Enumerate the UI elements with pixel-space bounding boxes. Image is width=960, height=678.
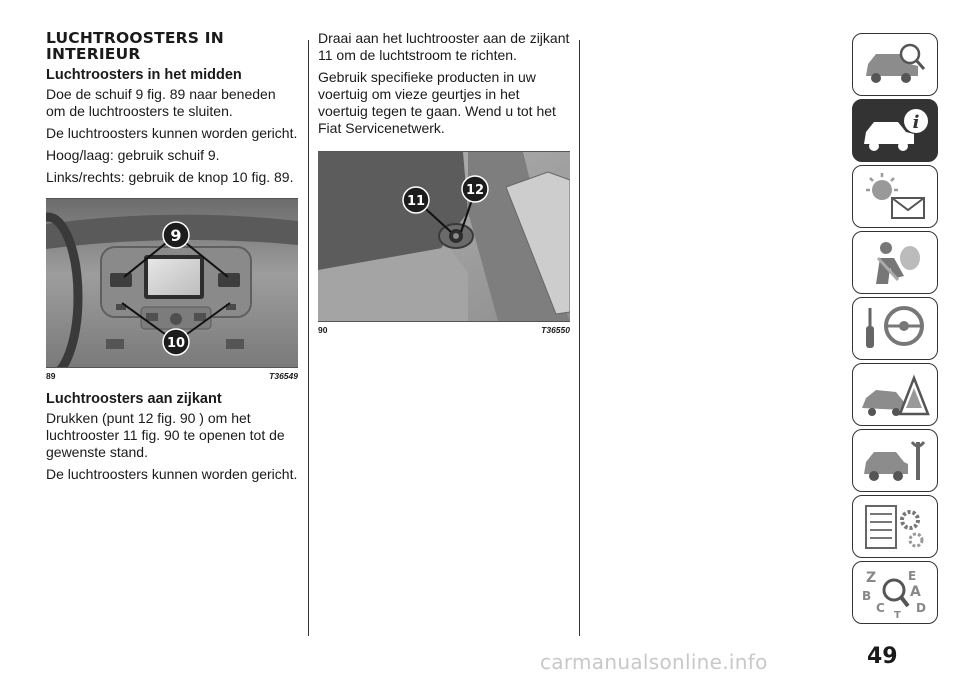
column-divider bbox=[579, 40, 580, 636]
tab-technical-data[interactable] bbox=[852, 495, 938, 558]
index-letter-b: B bbox=[862, 588, 872, 603]
figure-caption bbox=[318, 322, 570, 335]
paragraph-odour-products: Gebruik specifieke producten in uw voertuig om vieze geurtjes in het voertuig tegen te gaan. Wend u tot het Fiat Servicenetwerk. bbox=[318, 69, 556, 136]
callout-11: 11 bbox=[406, 194, 426, 209]
paragraph-adjustable-2: De luchtroosters kunnen worden gericht. bbox=[46, 466, 298, 482]
tab-index[interactable] bbox=[852, 561, 938, 624]
tab-warning-lights[interactable] bbox=[852, 165, 938, 228]
section-title-line1: LUCHTROOSTERS IN bbox=[46, 29, 224, 47]
figure-number: 89 bbox=[46, 371, 56, 381]
section-title-line2: INTERIEUR bbox=[46, 45, 141, 63]
dashboard-vents-image bbox=[46, 199, 298, 367]
key-steering-wheel-icon bbox=[858, 302, 932, 356]
watermark: carmanualsonline.info bbox=[540, 650, 768, 674]
car-info-icon bbox=[858, 104, 932, 158]
car-crash-warning-icon bbox=[858, 368, 932, 422]
index-letter-a: A bbox=[910, 583, 921, 600]
section-title bbox=[46, 30, 298, 62]
page-number: 49 bbox=[867, 644, 898, 669]
chapter-tabs bbox=[852, 33, 938, 627]
tab-starting-driving[interactable] bbox=[852, 297, 938, 360]
figure-caption bbox=[46, 368, 298, 381]
tab-safety[interactable] bbox=[852, 231, 938, 294]
paragraph-adjustable: De luchtroosters kunnen worden gericht. bbox=[46, 125, 298, 141]
callout-9: 9 bbox=[170, 226, 182, 245]
figure-number: 90 bbox=[318, 325, 328, 335]
paragraph-left-right: Links/rechts: gebruik de knop 10 fig. 89. bbox=[46, 169, 294, 185]
checklist-gears-icon bbox=[858, 500, 932, 554]
paragraph-press-open: Drukken (punt 12 fig. 90 ) om het luchtrooster 11 fig. 90 te openen tot de gewenste stand. bbox=[46, 410, 285, 460]
tab-emergency[interactable] bbox=[852, 363, 938, 426]
subheading-center-vents: Luchtroosters in het midden bbox=[46, 67, 242, 83]
index-letter-z: Z bbox=[866, 569, 877, 586]
callout-12: 12 bbox=[465, 183, 485, 198]
car-wrench-icon bbox=[858, 434, 932, 488]
tab-maintenance[interactable] bbox=[852, 429, 938, 492]
figure-code: T36549 bbox=[269, 371, 298, 381]
figure-code: T36550 bbox=[541, 325, 570, 335]
left-column bbox=[46, 30, 298, 488]
figure-89 bbox=[46, 198, 298, 381]
column-divider bbox=[308, 40, 309, 636]
airbag-seatbelt-icon bbox=[858, 236, 932, 290]
index-letter-c: C bbox=[876, 600, 885, 615]
right-column bbox=[318, 30, 570, 335]
figure-90 bbox=[318, 151, 570, 335]
subheading-side-vents: Luchtroosters aan zijkant bbox=[46, 391, 222, 407]
paragraph-close-vents: Doe de schuif 9 fig. 89 naar beneden om de luchtroosters te sluiten. bbox=[46, 86, 276, 119]
index-letter-e: E bbox=[908, 568, 917, 583]
info-glyph: i bbox=[912, 111, 920, 133]
callout-10: 10 bbox=[166, 336, 186, 351]
warning-light-envelope-icon bbox=[858, 170, 932, 224]
index-letter-t: T bbox=[894, 609, 901, 620]
tab-car-info[interactable] bbox=[852, 99, 938, 162]
alphabet-search-index-icon bbox=[858, 566, 932, 620]
car-search-icon bbox=[858, 38, 932, 92]
tab-car-search[interactable] bbox=[852, 33, 938, 96]
paragraph-up-down: Hoog/laag: gebruik schuif 9. bbox=[46, 147, 220, 163]
index-letter-d: D bbox=[916, 600, 926, 615]
side-vent-image bbox=[318, 152, 570, 321]
paragraph-rotate-vent: Draai aan het luchtrooster aan de zijkant 11 om de luchtstroom te richten. bbox=[318, 30, 570, 63]
